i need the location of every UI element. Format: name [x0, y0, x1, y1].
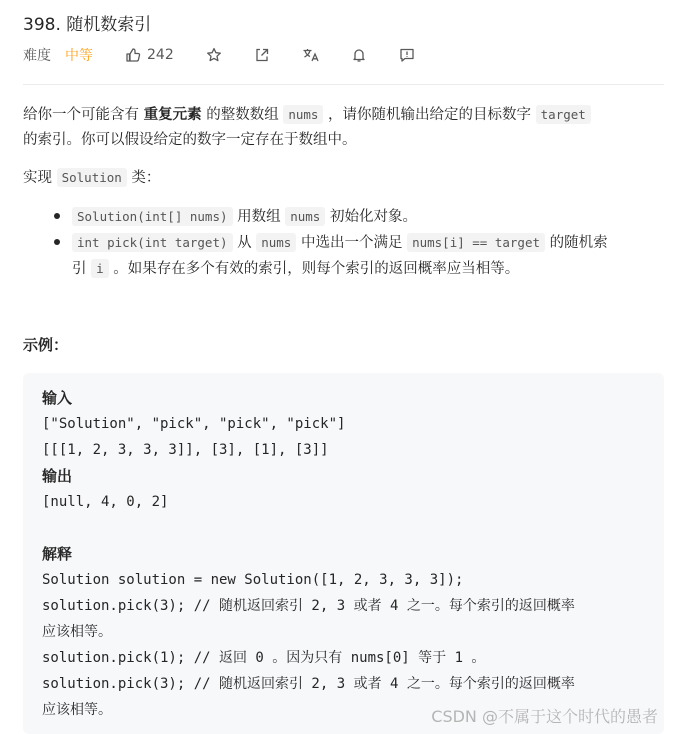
desc-text: 给你一个可能含有 [23, 107, 144, 123]
inline-code: Solution(int[] nums) [72, 207, 233, 226]
description-paragraph-1 [23, 102, 663, 153]
bell-icon [351, 47, 367, 63]
explain-label: 解释 [42, 545, 73, 563]
share-icon [254, 47, 270, 63]
desc-text: 实现 [23, 170, 57, 186]
desc-text: 的整数数组 [201, 107, 284, 123]
example-heading: 示例： [23, 336, 69, 354]
desc-text: 。如果存在多个有效的索引，则每个索引的返回概率应当相等。 [108, 261, 520, 277]
translate-icon [302, 47, 319, 63]
explain-line: Solution solution = new Solution([1, 2, 3, 3, 3]); [42, 572, 464, 588]
example-content [42, 385, 652, 723]
desc-bold-text: 重复元素 [143, 107, 202, 123]
feedback-button[interactable] [399, 47, 415, 63]
input-line-2: [[[1, 2, 3, 3, 3]], [3], [1], [3]] [42, 442, 329, 458]
input-line-1: ["Solution", "pick", "pick", "pick"] [42, 416, 346, 432]
inline-code: int pick(int target) [72, 233, 233, 252]
desc-text: 引 [72, 261, 92, 277]
explain-line: solution.pick(1); // 返回 0 。因为只有 nums[0] 等于 1 。 [42, 650, 486, 666]
inline-code: nums [283, 105, 323, 124]
watermark: CSDN @不属于这个时代的愚者 [431, 707, 658, 726]
list-item [54, 230, 664, 282]
output-line: [null, 4, 0, 2] [42, 494, 169, 510]
like-count: 242 [147, 47, 174, 63]
description-paragraph-2 [23, 165, 663, 191]
desc-text: 用数组 [232, 209, 286, 225]
desc-text: ，请你随机输出给定的目标数字 [323, 107, 536, 123]
desc-text: 的随机索 [545, 235, 608, 251]
explain-line: solution.pick(3); // 随机返回索引 2, 3 或者 4 之一。每个索引的返回概率 [42, 676, 575, 692]
inline-code: Solution [57, 168, 127, 187]
notification-button[interactable] [351, 47, 367, 63]
desc-text: 从 [232, 235, 257, 251]
desc-text: 类： [126, 170, 161, 186]
blank-line [42, 515, 652, 541]
translate-button[interactable] [302, 47, 319, 63]
explain-line: solution.pick(3); // 随机返回索引 2, 3 或者 4 之一。每个索引的返回概率 [42, 598, 575, 614]
desc-text: 中选出一个满足 [296, 235, 408, 251]
problem-title: 398. 随机数索引 [23, 15, 152, 35]
desc-text: 初始化对象。 [325, 209, 417, 225]
inline-code: nums [256, 233, 296, 252]
like-button[interactable] [125, 47, 174, 63]
header-divider [23, 84, 664, 85]
star-icon [206, 47, 222, 63]
inline-code: nums [285, 207, 325, 226]
feedback-icon [399, 47, 415, 63]
favorite-button[interactable] [206, 47, 222, 63]
inline-code: i [91, 259, 109, 278]
inline-code: target [536, 105, 591, 124]
share-button[interactable] [254, 47, 270, 63]
explain-line: 应该相等。 [42, 702, 112, 718]
thumbs-up-icon [125, 47, 141, 63]
difficulty-label: 难度 [23, 48, 51, 64]
desc-text: 的索引。你可以假设给定的数字一定存在于数组中。 [23, 132, 357, 148]
method-list [54, 204, 664, 282]
problem-meta-bar [23, 44, 415, 66]
list-item [54, 204, 664, 230]
difficulty-value: 中等 [65, 48, 93, 64]
inline-code: nums[i] == target [407, 233, 545, 252]
output-label: 输出 [42, 467, 73, 485]
input-label: 输入 [42, 389, 73, 407]
example-block [23, 373, 664, 734]
explain-line: 应该相等。 [42, 624, 112, 640]
